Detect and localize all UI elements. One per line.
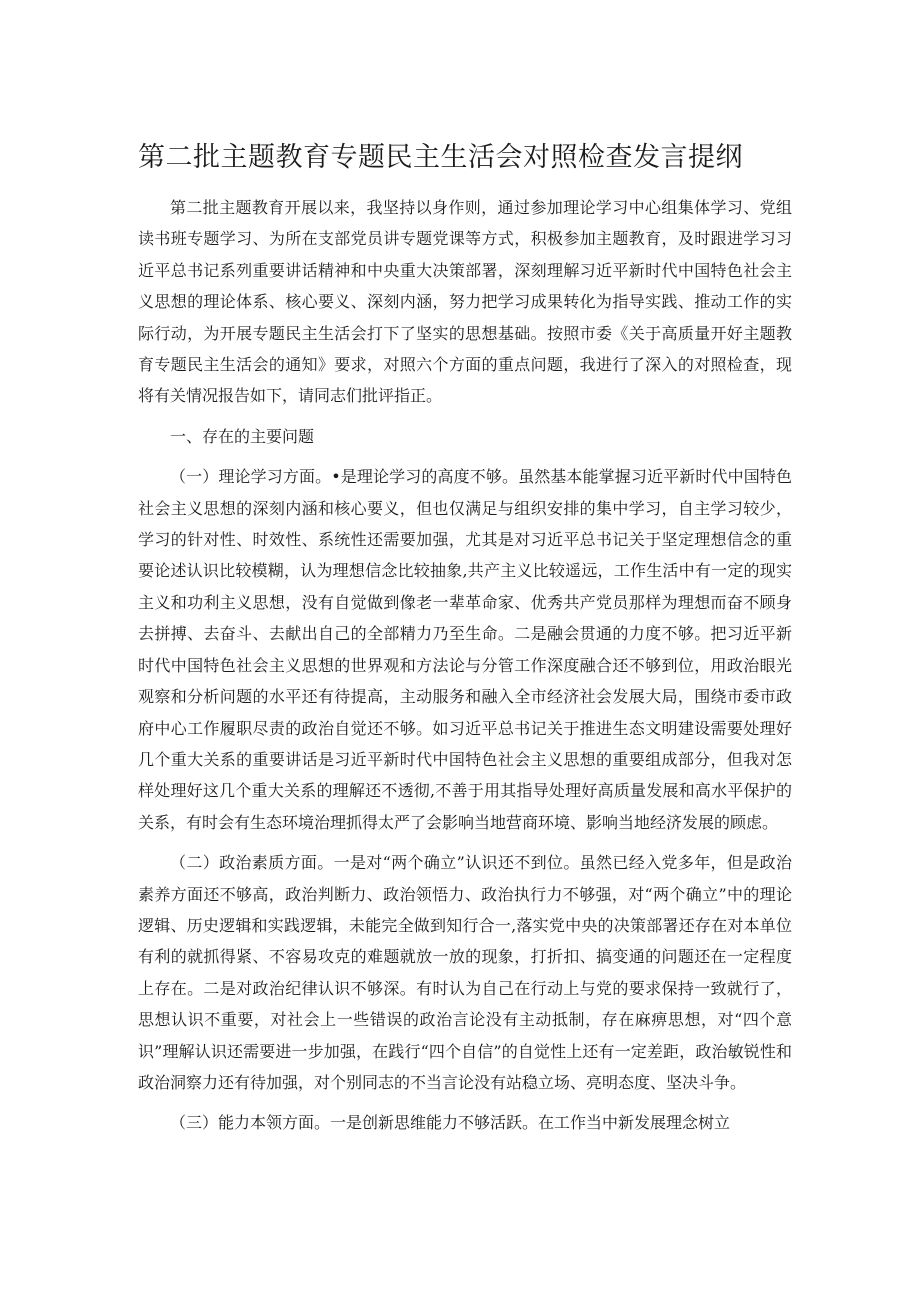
section-heading: 一、存在的主要问题	[170, 426, 315, 446]
intro-paragraph: 第二批主题教育开展以来，我坚持以身作则，通过参加理论学习中心组集体学习、党组读书班专题学习、为所在支部党员讲专题党课等方式，积极参加主题教育，及时跟进学习习近平总书记系列重要讲话精神和中央重大决策部署，深刻理解习近平新时代中国特色社会主义思想的理论体系、核心要义、深刻内涵，努力把学习成果转化为指导实践、推动工作的实际行动，为开展专题民主生活会打下了坚实的思想基础。按照市委《关于高质量开好主题教育专题民主生活会的通知》要求，对照六个方面的重点问题，我进行了深入的对照检查，现将有关情况报告如下，请同志们批评指正。	[138, 198, 792, 406]
paragraph-political-quality: （二）政治素质方面。一是对“两个确立”认识还不到位。虽然已经入党多年，但是政治素养方面还不够高，政治判断力、政治领悟力、政治执行力不够强，对“两个确立”中的理论逻辑、历史逻辑和实践逻辑，未能完全做到知行合一,落实党中央的决策部署还存在对本单位有利的就抓得紧、不容易攻克的难题就放一放的现象，打折扣、搞变通的问题还在一定程度上存在。二是对政治纪律认识不够深。有时认为自己在行动上与党的要求保持一致就行了，思想认识不重要，对社会上一些错误的政治言论没有主动抵制，存在麻痹思想，对“四个意识”理解认识还需要进一步加强，在践行“四个自信”的自觉性上还有一定差距，政治敏锐性和政治洞察力还有待加强，对个别同志的不当言论没有站稳立场、亮明态度、坚决斗争。	[138, 853, 792, 1092]
paragraph-ability: （三）能力本领方面。一是创新思维能力不够活跃。在工作当中新发展理念树立	[170, 1113, 731, 1133]
paragraph-theory-study: （一）理论学习方面。•是理论学习的高度不够。虽然基本能掌握习近平新时代中国特色社会主义思想的深刻内涵和核心要义，但也仅满足与组织安排的集中学习，自主学习较少，学习的针对性、时效性、系统性还需要加强，尤其是对习近平总书记关于坚定理想信念的重要论述认识比较模糊，认为理想信念比较抽象,共产主义比较遥远，工作生活中有一定的现实主义和功利主义思想，没有自觉做到像老一辈革命家、优秀共产党员那样为理想而奋不顾身去拼搏、去奋斗、去献出自己的全部精力乃至生命。二是融会贯通的力度不够。把习近平新时代中国特色社会主义思想的世界观和方法论与分管工作深度融合还不够到位，用政治眼光观察和分析问题的水平还有待提高，主动服务和融入全市经济社会发展大局，围绕市委市政府中心工作履职尽责的政治自觉还不够。如习近平总书记关于推进生态文明建设需要处理好几个重大关系的重要讲话是习近平新时代中国特色社会主义思想的重要组成部分，但我对怎样处理好这几个重大关系的理解还不透彻,不善于用其指导处理好高质量发展和高水平保护的关系，有时会有生态环境治理抓得太严了会影响当地营商环境、影响当地经济发展的顾虑。	[138, 467, 792, 832]
document-title: 第二批主题教育专题民主生活会对照检查发言提纲	[138, 142, 743, 173]
